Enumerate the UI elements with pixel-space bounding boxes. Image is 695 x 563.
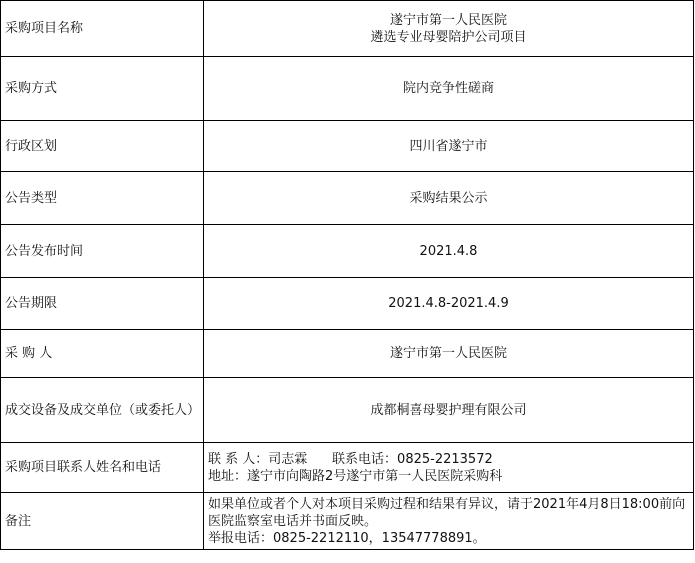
- project-name-line-1: 遂宁市第一人民医院: [389, 12, 507, 28]
- table-row-notice-type: [1, 172, 694, 225]
- table-row-publish-time: [1, 225, 694, 278]
- table-row-notice-period: [1, 278, 694, 330]
- remarks-objection-notice: 如果单位或者个人对本项目采购过程和结果有异议，请于2021年4月8日18:00前向医院监察室电话并书面反映。: [208, 496, 686, 529]
- value-winning-bidder: 成都桐喜母婴护理有限公司: [204, 378, 694, 443]
- table-row-winning-bidder: [1, 378, 694, 443]
- label-purchaser: 采 购 人: [1, 330, 204, 378]
- value-remarks: [204, 493, 694, 550]
- table-row-procurement-method: [1, 57, 694, 121]
- value-notice-type: 采购结果公示: [204, 172, 694, 225]
- table-row-remarks: [1, 493, 694, 550]
- label-notice-type: 公告类型: [1, 172, 204, 225]
- label-notice-period: 公告期限: [1, 278, 204, 330]
- value-purchaser: 遂宁市第一人民医院: [204, 330, 694, 378]
- value-procurement-method: 院内竞争性磋商: [204, 57, 694, 121]
- project-name-line-2: 遴选专业母婴陪护公司项目: [370, 29, 527, 45]
- contact-person-phone: 联 系 人：司志霖 联系电话：0825-2213572: [208, 451, 493, 467]
- value-region: 四川省遂宁市: [204, 121, 694, 172]
- label-winning-bidder: 成交设备及成交单位（或委托人）: [1, 378, 204, 443]
- value-notice-period: 2021.4.8-2021.4.9: [204, 278, 694, 330]
- table-row-project-name: [1, 1, 694, 57]
- label-project-name: 采购项目名称: [1, 1, 204, 57]
- contact-address: 地址：遂宁市向陶路2号遂宁市第一人民医院采购科: [208, 468, 503, 484]
- remarks-report-phone: 举报电话：0825-2212110，13547778891。: [208, 530, 486, 546]
- table-row-purchaser: [1, 330, 694, 378]
- label-region: 行政区划: [1, 121, 204, 172]
- label-remarks: 备注: [1, 493, 204, 550]
- label-procurement-method: 采购方式: [1, 57, 204, 121]
- label-publish-time: 公告发布时间: [1, 225, 204, 278]
- label-contact: 采购项目联系人姓名和电话: [1, 443, 204, 493]
- value-project-name: [204, 1, 694, 57]
- table-row-contact: [1, 443, 694, 493]
- table-row-region: [1, 121, 694, 172]
- value-publish-time: 2021.4.8: [204, 225, 694, 278]
- value-contact: [204, 443, 694, 493]
